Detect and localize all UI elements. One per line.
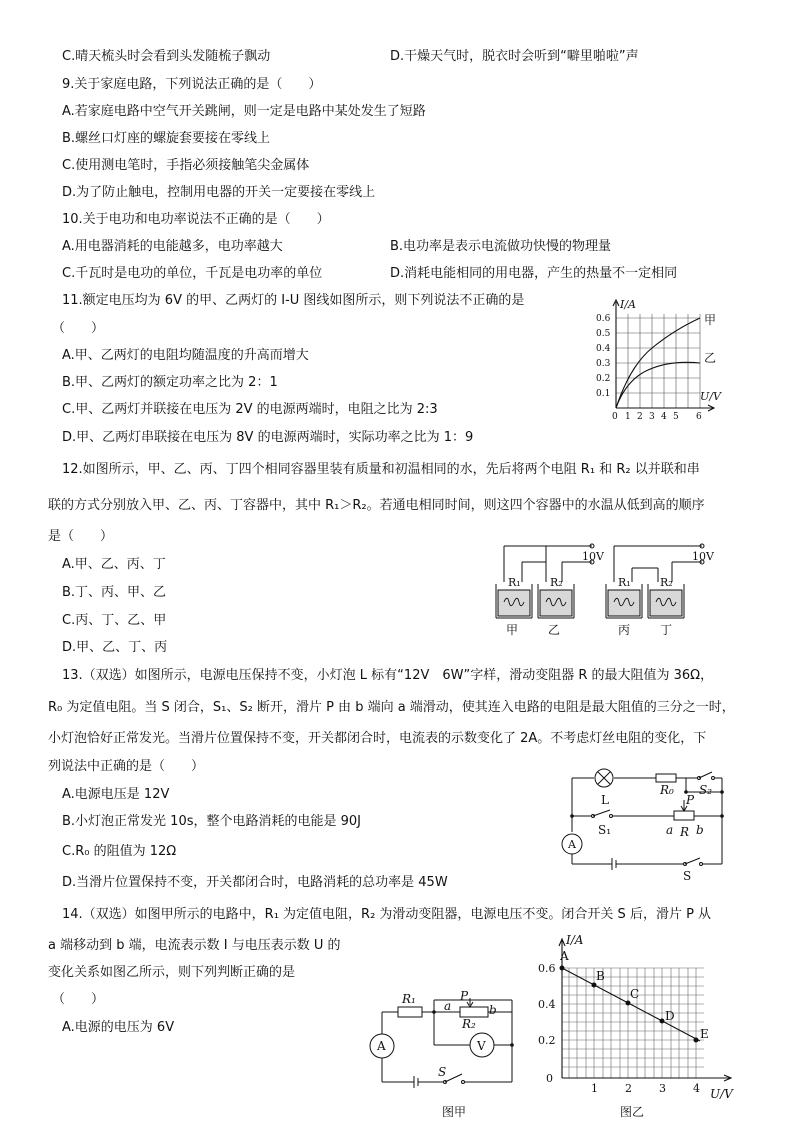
q14-point-d: D	[665, 1009, 675, 1023]
q12-voltage-left: 10V	[582, 550, 604, 563]
q14-switch-label: S	[438, 1065, 447, 1079]
q14-ytick: 0.6	[538, 962, 556, 975]
q12-r1-label-b: R₁	[618, 576, 631, 589]
q14-point-a: A	[560, 949, 569, 963]
q9-option-d: D.为了防止触电，控制用电器的开关一定要接在零线上	[62, 185, 376, 200]
q11-graph-xlabel: U/V	[700, 390, 721, 403]
label-jia: 甲	[704, 313, 717, 327]
q12-container-yi: 乙	[548, 623, 561, 637]
q11-xtick: 4	[661, 412, 667, 422]
q13-ammeter-label: A	[568, 838, 576, 851]
q11-xtick: 5	[673, 412, 679, 422]
q13-option-b: B.小灯泡正常发光 10s，整个电路消耗的电能是 90J	[62, 814, 362, 829]
q14-circuit-jia	[362, 990, 522, 1120]
q12-voltage-right: 10V	[692, 550, 714, 563]
q14-ytick: 0.4	[538, 998, 556, 1011]
q13-line4: 列说法中正确的是（ ）	[48, 759, 205, 774]
q12-container-bing: 丙	[618, 623, 631, 637]
q11-stem: 11.额定电压均为 6V 的甲、乙两灯的 I-U 图线如图所示，则下列说法不正确的是	[62, 293, 525, 308]
q10-option-d: D.消耗电能相同的用电器，产生的热量不一定相同	[390, 266, 678, 281]
q14-ammeter-label: A	[377, 1039, 386, 1053]
q14-option-a: A.电源的电压为 6V	[62, 1020, 175, 1035]
q11-paren: （ ）	[52, 321, 105, 336]
q14-p-label: P	[460, 990, 469, 1003]
q12-r2-label-b: R₂	[660, 576, 673, 589]
q13-lamp-label: L	[601, 793, 609, 807]
q14-graph-ylabel: I/A	[566, 933, 584, 947]
q14-r1-label: R₁	[402, 992, 416, 1006]
q14-xtick: 3	[659, 1082, 666, 1095]
label-yi: 乙	[704, 351, 717, 365]
q11-xtick: 3	[649, 412, 655, 422]
q11-option-d: D.甲、乙两灯串联接在电压为 8V 的电源两端时，实际功率之比为 1：9	[62, 430, 474, 445]
q11-ytick: 0.6	[596, 314, 611, 324]
q14-graph-xlabel: U/V	[710, 1087, 733, 1101]
q12-container-jia: 甲	[506, 623, 519, 637]
q14-graph-yi	[534, 930, 744, 1120]
q11-iu-graph	[590, 296, 730, 426]
q14-line2: a 端移动到 b 端，电流表示数 I 与电压表示数 U 的	[48, 938, 341, 953]
q11-xtick: 2	[637, 412, 643, 422]
q12-line3: 是（ ）	[48, 529, 114, 544]
q13-p-label: P	[686, 793, 695, 807]
q14-paren: （ ）	[52, 992, 105, 1007]
q14-ytick: 0	[546, 1072, 553, 1085]
q12-option-b: B.丁、丙、甲、乙	[62, 585, 167, 600]
q11-ytick: 0.1	[596, 389, 611, 399]
q12-line2: 联的方式分别放入甲、乙、丙、丁容器中，其中 R₁＞R₂。若通电相同时间，则这四个容器中的水温从低到高的顺序	[48, 498, 705, 513]
q12-r2-label: R₂	[550, 576, 563, 589]
q14-line1: 14.（双选）如图甲所示的电路中，R₁ 为定值电阻，R₂ 为滑动变阻器，电源电压不变。闭合开关 S 后，滑片 P 从	[62, 907, 712, 922]
q13-b-label: b	[696, 823, 704, 837]
q13-option-c: C.R₀ 的阻值为 12Ω	[62, 844, 177, 859]
q13-option-d: D.当滑片位置保持不变，开关都闭合时，电路消耗的总功率是 45W	[62, 875, 448, 890]
q13-a-label: a	[666, 823, 674, 837]
q14-line3: 变化关系如图乙所示，则下列判断正确的是	[48, 965, 296, 980]
q13-r0-label: R₀	[660, 783, 674, 797]
q13-s-label: S	[683, 869, 692, 883]
q13-line2: R₀ 为定值电阻。当 S 闭合，S₁、S₂ 断开，滑片 P 由 b 端向 a 端滑动，使其连入电路的电阻是最大阻值的三分之一时，	[48, 700, 735, 715]
q14-caption-jia: 图甲	[442, 1105, 467, 1119]
q11-xtick: 0	[612, 412, 618, 422]
q13-option-a: A.电源电压是 12V	[62, 787, 170, 802]
q11-option-c: C.甲、乙两灯并联接在电压为 2V 的电源两端时，电阻之比为 2:3	[62, 402, 438, 417]
q12-option-d: D.甲、乙、丁、丙	[62, 640, 168, 655]
q14-xtick: 1	[591, 1082, 598, 1095]
q12-r1-label: R₁	[508, 576, 521, 589]
q14-ytick: 0.2	[538, 1034, 556, 1047]
q13-s2-label: S₂	[699, 783, 713, 797]
q11-ytick: 0.2	[596, 374, 611, 384]
q14-point-e: E	[700, 1027, 709, 1041]
q12-containers-figure	[492, 540, 724, 640]
q10-option-c: C.千瓦时是电功的单位，千瓦是电功率的单位	[62, 266, 323, 281]
q11-ytick: 0.4	[596, 344, 611, 354]
q14-point-b: B	[596, 969, 605, 983]
q10-stem: 10.关于电功和电功率说法不正确的是（ ）	[62, 212, 330, 227]
q8-option-d: D.干燥天气时，脱衣时会听到“噼里啪啦”声	[390, 49, 639, 64]
q12-container-ding: 丁	[660, 623, 673, 637]
q9-option-b: B.螺丝口灯座的螺旋套要接在零线上	[62, 131, 271, 146]
q12-option-a: A.甲、乙、丙、丁	[62, 557, 166, 572]
q11-xtick: 1	[625, 412, 631, 422]
q14-point-c: C	[630, 987, 640, 1001]
q11-graph-ylabel: I/A	[620, 298, 636, 311]
curve-yi	[616, 362, 700, 408]
q11-ytick: 0.5	[596, 329, 611, 339]
q11-xtick: 6	[696, 412, 702, 422]
q11-option-b: B.甲、乙两灯的额定功率之比为 2：1	[62, 375, 278, 390]
q8-option-c: C.晴天梳头时会看到头发随梳子飘动	[62, 49, 271, 64]
q11-ytick: 0.3	[596, 359, 611, 369]
q14-b-label: b	[489, 1003, 497, 1017]
q14-r2-label: R₂	[462, 1017, 476, 1031]
q14-xtick: 4	[693, 1082, 700, 1095]
q14-xtick: 2	[625, 1082, 632, 1095]
q12-option-c: C.丙、丁、乙、甲	[62, 613, 167, 628]
q10-option-a: A.用电器消耗的电能越多，电功率越大	[62, 239, 283, 254]
q14-a-label: a	[444, 999, 452, 1013]
q13-r-label: R	[680, 825, 690, 839]
q13-line3: 小灯泡恰好正常发光。当滑片位置保持不变，开关都闭合时，电流表的示数变化了 2A。不考虑灯丝电阻的变化，下	[48, 731, 707, 746]
q13-s1-label: S₁	[598, 823, 612, 837]
q11-option-a: A.甲、乙两灯的电阻均随温度的升高而增大	[62, 348, 309, 363]
q9-stem: 9.关于家庭电路，下列说法正确的是（ ）	[62, 77, 322, 92]
q13-circuit	[556, 764, 732, 886]
q14-voltmeter-label: V	[477, 1039, 486, 1053]
q10-option-b: B.电功率是表示电流做功快慢的物理量	[390, 239, 612, 254]
q9-option-a: A.若家庭电路中空气开关跳闸，则一定是电路中某处发生了短路	[62, 104, 426, 119]
q14-caption-yi: 图乙	[620, 1105, 645, 1119]
q12-line1: 12.如图所示，甲、乙、丙、丁四个相同容器里装有质量和初温相同的水，先后将两个电阻 R₁ 和 R₂ 以并联和串	[62, 462, 700, 477]
q9-option-c: C.使用测电笔时，手指必须接触笔尖金属体	[62, 158, 310, 173]
q13-line1: 13.（双选）如图所示，电源电压保持不变，小灯泡 L 标有“12V 6W”字样，滑动变阻器 R 的最大阻值为 36Ω，	[62, 668, 714, 683]
